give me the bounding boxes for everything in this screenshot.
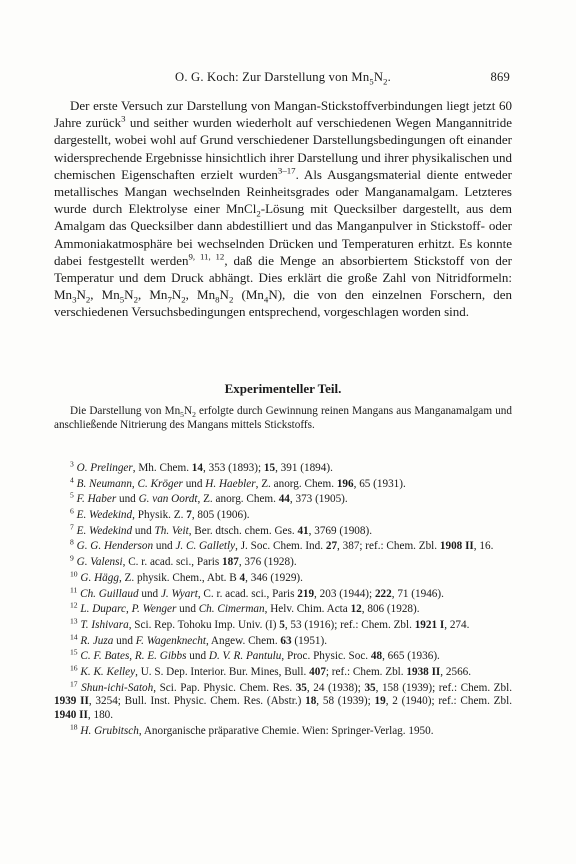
footnote-item <box>54 616 512 633</box>
footnote-source: , C. r. acad. sci., Paris <box>197 587 298 600</box>
footnote-volume: 48 <box>370 650 383 663</box>
footnote-source: , 353 (1893); <box>202 462 264 474</box>
footnote-source: , U. S. Dep. Interior. Bur. Mines, Bull. <box>135 665 310 678</box>
footnote-number: 13 <box>70 616 78 626</box>
footnote-source: , 158 (1939); ref.: Chem. Zbl. <box>375 681 513 694</box>
footnote-author: G. G. Henderson <box>76 540 154 553</box>
footnote-source: , Physik. Z. <box>132 509 187 522</box>
footnote-author: T. Ishivara <box>80 618 129 631</box>
footnote-author: Ch. Guillaud <box>80 587 139 600</box>
footnote-volume: 1940 II <box>54 708 88 721</box>
footnote-author: O. Prelinger <box>76 462 133 474</box>
footnote-source: , Proc. Physic. Soc. <box>281 650 371 663</box>
footnote-volume: 4 <box>239 571 246 584</box>
footnote-item <box>54 537 512 554</box>
footnote-volume: 1921 I <box>414 618 445 631</box>
footnote-connector: und <box>116 493 139 506</box>
footnote-item <box>54 584 512 602</box>
footnote-volume: 12 <box>350 603 362 616</box>
footnote-volume: 222 <box>374 587 392 600</box>
footnote-item <box>54 647 512 664</box>
footnote-number: 7 <box>70 522 74 532</box>
footnote-number: 5 <box>70 490 74 500</box>
footnote-author: E. Wedekind <box>76 509 133 522</box>
footnote-number: 15 <box>70 647 78 657</box>
footnote-source: , 71 (1946). <box>391 587 444 600</box>
footnote-source: , 24 (1938); <box>306 681 365 694</box>
footnote-source: , J. Soc. Chem. Ind. <box>235 540 326 553</box>
footnote-connector: und <box>153 540 176 553</box>
running-header <box>54 70 512 88</box>
footnote-source: , 274. <box>444 618 470 631</box>
footnote-item <box>54 474 512 492</box>
footnote-number: 4 <box>70 474 74 484</box>
section-heading: Experimenteller Teil. <box>224 381 342 396</box>
footnote-volume: 407 <box>309 665 326 678</box>
footnote-number: 18 <box>70 721 78 731</box>
footnote-author: J. Wyart <box>160 587 198 600</box>
footnote-number: 17 <box>70 678 78 688</box>
footnote-author: H. Haebler <box>205 477 256 490</box>
footnote-author: G. Valensi <box>76 556 123 569</box>
footnote-source: , Z. anorg. Chem. <box>255 477 337 490</box>
footnote-volume: 44 <box>278 493 290 506</box>
running-title: O. G. Koch: Zur Darstellung von $Mn_5N_2$. <box>175 70 391 87</box>
footnote-number: 3 <box>70 459 74 469</box>
footnote-item <box>54 678 513 723</box>
footnote-item <box>54 569 512 586</box>
footnote-item <box>54 522 512 539</box>
footnote-source: , 665 (1936). <box>382 650 440 663</box>
footnote-author: C. F. Bates, R. E. Gibbs <box>80 650 187 663</box>
footnote-author: G. van Oordt <box>138 493 198 506</box>
footnote-author: Th. Veit <box>154 524 189 537</box>
footnote-source: (1951). <box>291 634 328 647</box>
footnote-volume: 19 <box>374 695 386 708</box>
footnote-source: , 2 (1940); ref.: Chem. Zbl. <box>385 695 513 708</box>
footnote-connector: und <box>113 634 136 647</box>
footnote-number: 10 <box>70 569 78 579</box>
footnote-volume: 7 <box>186 509 192 522</box>
footnote-number: 14 <box>70 631 78 641</box>
footnote-source: , Anorganische präparative Chemie. Wien: Springer-Verlag. 1950. <box>138 724 434 737</box>
footnote-item <box>54 721 512 739</box>
footnote-source: , 391 (1894). <box>275 462 333 474</box>
footnote-source: , 180. <box>87 708 114 721</box>
footnote-source: , 376 (1928). <box>238 556 297 569</box>
footnote-author: Ch. Cimerman <box>198 603 265 616</box>
footnote-volume: 41 <box>297 524 309 537</box>
footnote-source: , 806 (1928). <box>361 603 420 616</box>
footnote-author: R. Juza <box>80 634 114 647</box>
footnote-source: , 805 (1906). <box>191 509 250 522</box>
footnote-number: 9 <box>70 553 74 563</box>
footnote-author: G. Hägg <box>80 571 119 584</box>
page-number: 869 <box>490 70 510 84</box>
footnote-connector: und <box>132 524 155 537</box>
footnote-volume: 18 <box>305 695 317 708</box>
footnote-connector: und <box>186 650 209 663</box>
footnote-author: H. Grubitsch <box>80 724 139 737</box>
footnotes-list <box>54 459 513 740</box>
footnote-source: , 2566. <box>440 665 472 678</box>
footnote-volume: 196 <box>336 477 354 490</box>
footnote-author: J. C. Galletly <box>175 540 236 553</box>
footnote-volume: 5 <box>279 618 285 631</box>
footnote-volume: 219 <box>297 587 315 600</box>
footnote-number: 6 <box>70 506 74 516</box>
footnote-source: , 387; ref.: Chem. Zbl. <box>337 540 440 553</box>
footnote-author: D. V. R. Pantulu <box>208 650 282 663</box>
footnote-source: , Sci. Rep. Tohoku Imp. Univ. (I) <box>128 618 280 631</box>
footnote-author: F. Wagenknecht <box>135 634 206 647</box>
footnote-source: , 3769 (1908). <box>308 524 373 537</box>
footnote-author: B. Neumann, C. Kröger <box>76 477 183 490</box>
footnote-source: , 3254; Bull. Inst. Physic. Chem. Res. (Abstr.) <box>88 695 306 708</box>
footnote-source: , 53 (1916); ref.: Chem. Zbl. <box>284 618 415 631</box>
footnote-author: Shun-ichi-Satoh <box>81 681 154 694</box>
footnote-number: 12 <box>70 600 78 610</box>
footnote-source: ; ref.: Chem. Zbl. <box>325 665 407 678</box>
footnote-source: , Z. anorg. Chem. <box>197 493 279 506</box>
footnote-source: , Angew. Chem. <box>205 634 281 647</box>
footnote-connector: und <box>176 603 199 616</box>
footnote-author: L. Duparc, P. Wenger <box>80 603 177 616</box>
footnote-volume: 63 <box>280 634 292 647</box>
footnote-number: 16 <box>70 663 78 673</box>
footnote-item <box>54 459 512 476</box>
footnote-author: E. Wedekind <box>76 524 133 537</box>
footnote-source: , 203 (1944); <box>314 587 375 600</box>
footnote-source: , 373 (1905). <box>289 493 348 506</box>
footnote-author: K. K. Kelley <box>80 665 136 678</box>
footnote-volume: 27 <box>325 540 338 553</box>
footnote-source: , 65 (1931). <box>353 477 406 490</box>
section-abstract: Die Darstellung von $Mn_5N_2$ erfolgte durch Gewinnung reinen Mangans aus Manganamalgam und anschließende Nitrierung des Mangans mittels Stickstoffs. <box>54 405 512 431</box>
footnote-connector: und <box>138 587 161 600</box>
footnote-item <box>54 663 512 680</box>
footnote-number: 8 <box>70 537 74 547</box>
footnote-source: , Z. physik. Chem., Abt. B <box>118 571 240 584</box>
footnote-source: , 16. <box>473 540 494 553</box>
intro-paragraph: Der erste Versuch zur Darstellung von Mangan-Stickstoffverbindungen liegt jetzt 60 Jahre zurück$^3$ und seither wurden wiederholt auf verschiedenen Wegen Mangannitride dargestellt, wobei wohl auf Grund verschiedener Darstellungsbedingungen oft einander widersprechende Ergebnisse hinsichtlich ihrer Darstellung und ihrer physikalischen und chemischen Eigenschaften erzielt wurden$^{3-17}$. Als Ausgangsmaterial diente entweder metallisches Mangan wechselnden Reinheitsgrades oder Manganamalgam. Letzteres wurde durch Elektrolyse einer MnCl$_2$-Lösung mit Quecksilber dargestellt, aus dem Amalgam das Quecksilber dann abdestilliert und das Manganpulver in Stickstoff- oder Ammoniakatmosphäre bei wechselnden Drücken und Temperaturen erhitzt. Es konnte dabei festgestellt werden$^{9, 11, 12}$, daß die Menge an absorbiertem Stickstoff von der Temperatur und dem Druck abhängt. Dies erklärt die große Zahl von Nitridformeln: $Mn_3N_2$, $Mn_5N_2$, $Mn_7N_2$, $Mn_8N_2$ $(Mn_4N)$, die von den einzelnen Forschern, den verschiedenen Versuchsbedingungen entsprechend, vorgeschlagen worden sind. <box>54 98 513 320</box>
footnote-volume: 35 <box>295 681 307 694</box>
footnote-item <box>54 631 512 649</box>
footnote-volume: 1938 II <box>406 665 441 678</box>
footnote-item <box>54 490 512 507</box>
footnote-volume: 35 <box>364 681 376 694</box>
footnote-volume: 1939 II <box>54 695 89 708</box>
footnote-item <box>54 600 512 617</box>
footnote-item <box>54 506 512 523</box>
footnote-source: , Ber. dtsch. chem. Ges. <box>188 524 298 537</box>
footnote-volume: 14 <box>191 462 203 474</box>
footnote-volume: 15 <box>263 462 276 474</box>
footnote-source: , Helv. Chim. Acta <box>264 603 351 616</box>
footnote-source: , Sci. Pap. Physic. Chem. Res. <box>153 681 296 694</box>
footnote-number: 11 <box>70 584 78 594</box>
footnote-source: , Mh. Chem. <box>132 462 192 474</box>
footnote-source: , 346 (1929). <box>245 571 303 584</box>
footnote-volume: 1908 II <box>439 540 474 553</box>
footnote-source: , C. r. acad. sci., Paris <box>122 556 223 569</box>
footnote-author: F. Haber <box>76 493 117 506</box>
footnote-connector: und <box>182 477 206 490</box>
footnote-volume: 187 <box>222 556 239 569</box>
footnote-item <box>54 553 512 570</box>
footnote-source: , 58 (1939); <box>316 695 375 708</box>
